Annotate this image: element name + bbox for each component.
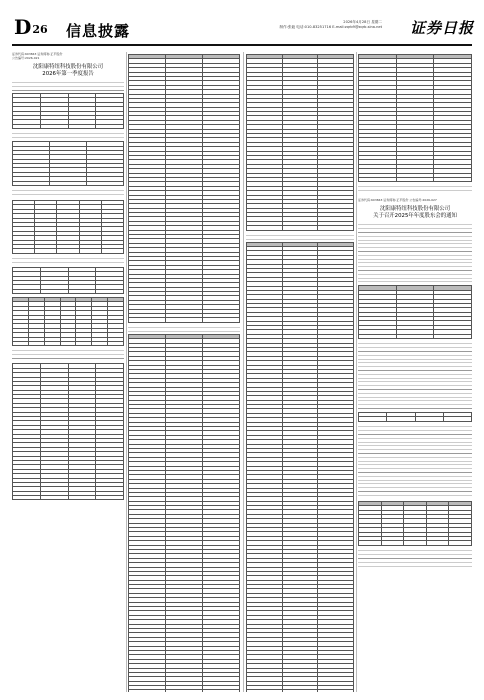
column-divider — [126, 52, 127, 692]
parent-balance-table — [246, 242, 354, 692]
statement-notes — [358, 185, 472, 193]
agenda-table — [358, 285, 472, 339]
report-company: 沈阳康特纽科技股份有限公司 — [32, 64, 104, 70]
issue-date: 2026年4月28日 星期二 — [343, 20, 382, 24]
report-body-text — [12, 132, 124, 139]
notice-body-text — [358, 342, 472, 410]
report-body-text — [12, 189, 124, 198]
column-3 — [246, 52, 354, 692]
income-statement-table — [128, 334, 240, 692]
report-body-text — [12, 81, 124, 91]
column-4 — [358, 52, 472, 692]
financial-table — [12, 297, 124, 346]
notice-code-line: 证券代码:603843 证券简称:正平股份 公告编号:2026-027 — [358, 198, 437, 203]
report-title: 2026年第一季度报告 — [42, 71, 94, 77]
parent-statement-table — [358, 54, 472, 182]
statement-notes — [128, 326, 240, 332]
report-body-text — [12, 349, 124, 361]
newspaper-logo: 证券日报 — [409, 19, 474, 37]
column-divider — [243, 52, 244, 692]
report-body-text — [12, 257, 124, 265]
notice-company: 沈阳康特纽科技股份有限公司 — [379, 206, 451, 213]
section-title: 信息披露 — [66, 22, 131, 40]
cash-flow-table — [246, 54, 354, 231]
notice-body-text — [358, 223, 472, 283]
notice-body-text — [358, 425, 472, 499]
balance-sheet-table — [128, 54, 240, 323]
proxy-form-table — [358, 501, 472, 546]
column-1 — [12, 52, 124, 692]
notice-heading — [358, 206, 472, 220]
financial-table — [12, 93, 124, 129]
page-number: D26 — [14, 15, 48, 39]
financial-table — [12, 200, 124, 254]
report-notice-line: 公告编号:2026-021 — [12, 56, 40, 60]
report-heading — [12, 64, 124, 78]
header-info — [280, 20, 382, 30]
financial-table — [12, 363, 124, 500]
statement-notes — [246, 234, 354, 240]
column-divider — [356, 52, 357, 692]
contact-line: 制作:张毅 电话:010-83251716 E-mail:zqrb9@zqrb.sina.net — [279, 25, 382, 29]
header-rule — [12, 44, 472, 46]
notice-body-text — [358, 549, 472, 569]
financial-table — [12, 267, 124, 294]
registration-table — [358, 412, 472, 422]
column-2 — [128, 52, 240, 692]
report-code-line: 证券代码:603843 证券简称:正平股份 — [12, 52, 63, 56]
notice-title: 关于召开2025年年度股东会的通知 — [373, 213, 457, 220]
page-header — [0, 0, 484, 44]
financial-table — [12, 141, 124, 186]
